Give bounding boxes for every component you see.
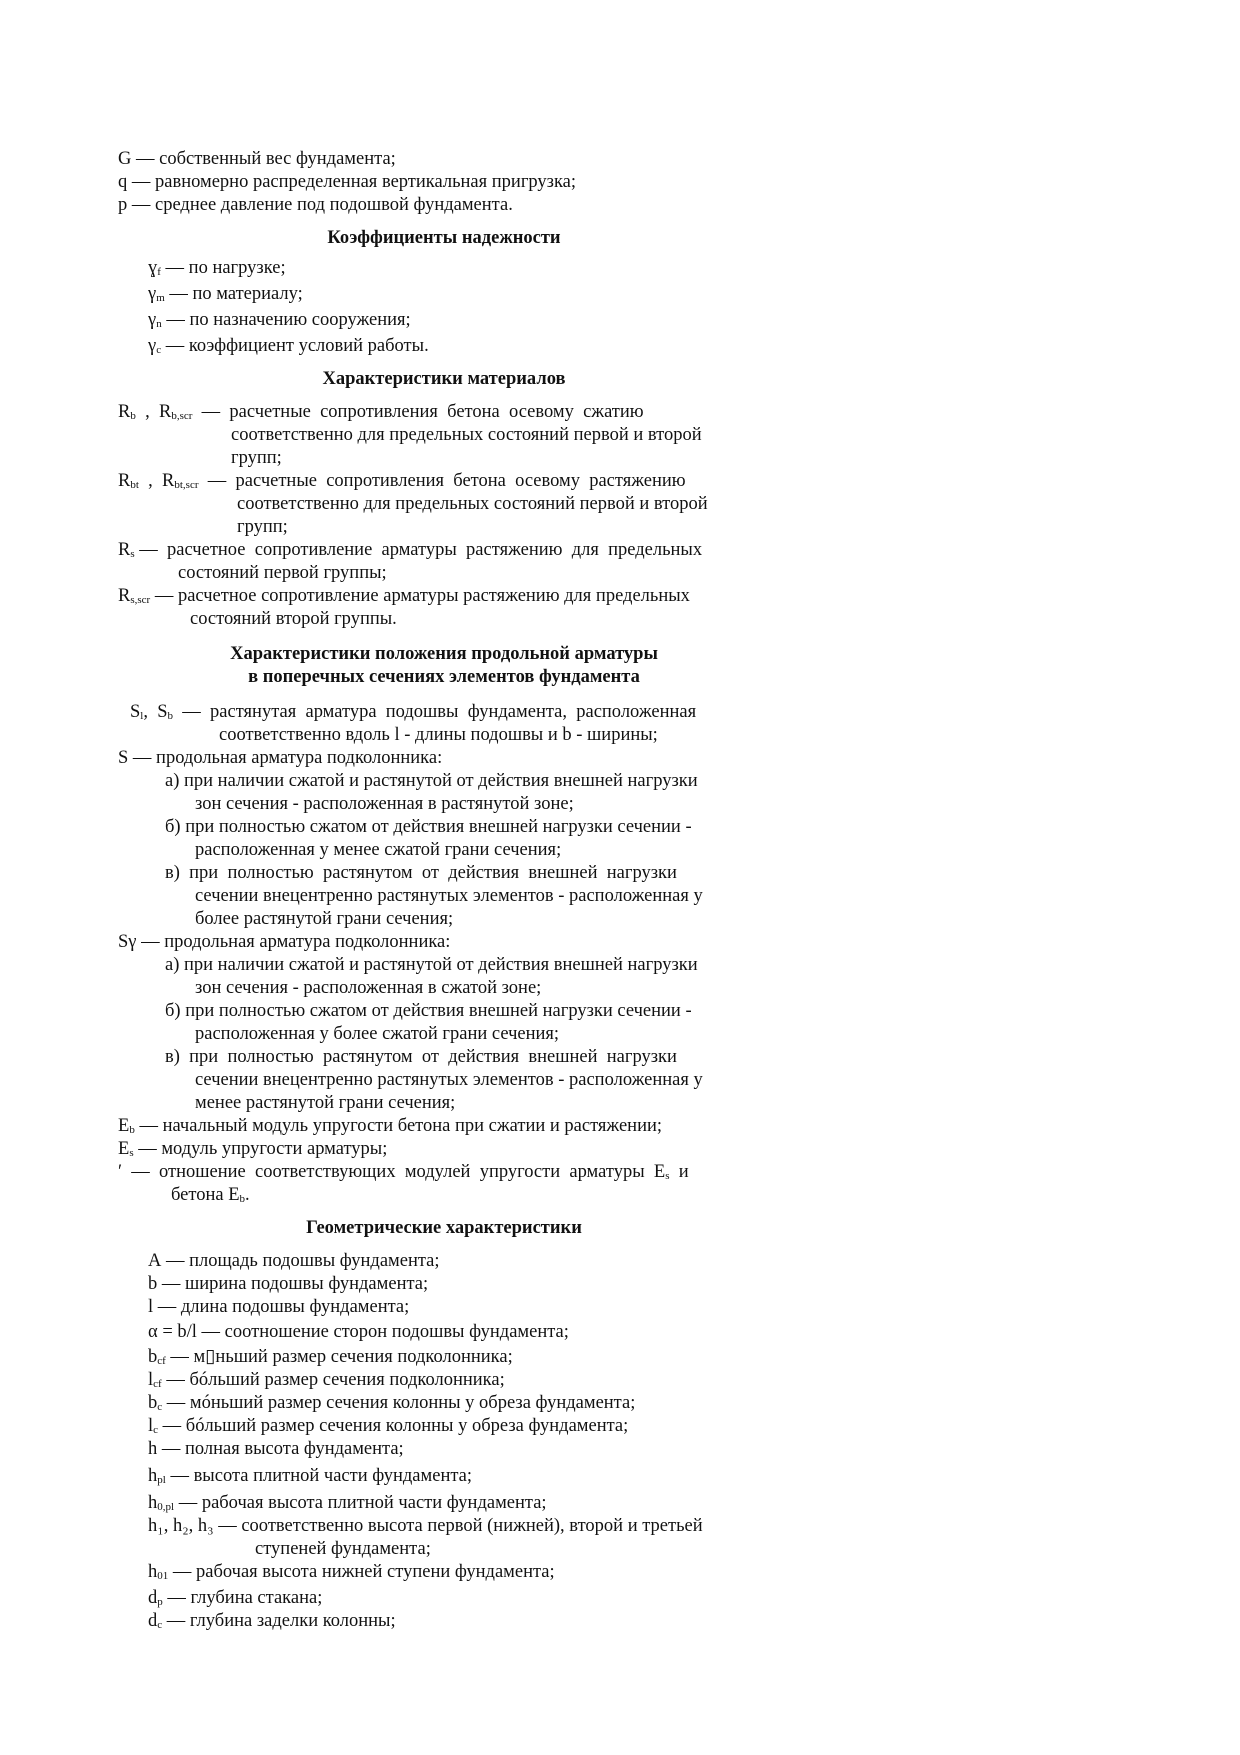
reliability-item: $\gamma_m$ — по материалу; — [148, 284, 303, 304]
list-item: в) при полностью растянутом от действия внешней нагрузки сечении внецентренно растянутых элементов - расположенная у менее растянутой грани сечения; — [165, 1047, 703, 1113]
reliability-item: ɣ$_f$ — по нагрузке; — [148, 258, 286, 278]
geometry-item: α = b/l — соотношение сторон подошвы фундамента; — [148, 1322, 569, 1342]
document-page — [118, 148, 770, 1633]
reinforcement-list — [118, 701, 770, 1207]
geometry-item: $h_{pl}$ — высота плитной части фундамента; — [148, 1466, 473, 1486]
geometry-item: $h_{0,pl}$ — рабочая высота плитной части фундамента; — [148, 1493, 547, 1513]
geometry-item: A — площадь подошвы фундамента; — [148, 1251, 440, 1271]
geometry-item: $l_c$ — бóльший размер сечения колонны у обреза фундамента; — [148, 1416, 629, 1436]
list-item: в) при полностью растянутом от действия внешней нагрузки сечении внецентренно растянутых элементов - расположенная у более растянутой грани сечения; — [165, 863, 703, 929]
definition-ratio: ′ — отношение соответствующих модулей упругости арматуры $E_s$ и бетона $E_b$. — [118, 1162, 689, 1205]
heading-reinforcement-2: в поперечных сечениях элементов фундамента — [248, 667, 640, 687]
definition-es: $E_s$ — модуль упругости арматуры; — [118, 1139, 388, 1159]
reliability-item: $\gamma_n$ — по назначению сооружения; — [148, 310, 411, 330]
s-gamma-sublist — [118, 954, 770, 1115]
list-item: б) при полностью сжатом от действия внешней нагрузки сечении - расположенная у более сжатой грани сечения; — [165, 1001, 692, 1044]
geometry-item: $d_c$ — глубина заделки колонны; — [148, 1611, 396, 1631]
definition-q: q — равномерно распределенная вертикальная пригрузка; — [118, 172, 577, 192]
geometry-item: $d_p$ — глубина стакана; — [148, 1588, 323, 1608]
definition-s-gamma: Sγ — продольная арматура подколонника: — [118, 932, 451, 952]
list-item: а) при наличии сжатой и растянутой от действия внешней нагрузки зон сечения - расположенная в растянутой зоне; — [165, 771, 698, 814]
definition-rs: $R_s$ — расчетное сопротивление арматуры растяжению для предельных состояний первой группы; — [118, 540, 703, 583]
materials-list — [118, 401, 770, 631]
definition-sl-sb: $S_l$, $S_b$ — растянутая арматура подошвы фундамента, расположенная соответственно вдоль l - длины подошвы и b - ширины; — [130, 702, 697, 745]
definition-eb: $E_b$ — начальный модуль упругости бетона при сжатии и растяжении; — [118, 1116, 663, 1136]
geometry-item: $b_{cf}$ — м▯ньший размер сечения подколонника; — [148, 1347, 513, 1367]
geometry-item: $h_{01}$ — рабочая высота нижней ступени фундамента; — [148, 1562, 555, 1582]
definition-g: G — собственный вес фундамента; — [118, 149, 396, 169]
geometry-item: $b_c$ — мóньший размер сечения колонны у обреза фундамента; — [148, 1393, 636, 1413]
geometry-item: b — ширина подошвы фундамента; — [148, 1274, 429, 1294]
geometry-item: l — длина подошвы фундамента; — [148, 1297, 410, 1317]
s-sublist — [118, 770, 770, 931]
definition-rsscr: $R_{s,scr}$ — расчетное сопротивление арматуры растяжению для предельных состояний второй группы. — [118, 586, 690, 629]
geometry-list — [118, 1250, 770, 1633]
list-item: а) при наличии сжатой и растянутой от действия внешней нагрузки зон сечения - расположенная в сжатой зоне; — [165, 955, 698, 998]
geometry-item-h123: h₁, h₂, h₃ — соответственно высота первой (нижней), второй и третьей ступеней фундамента; — [148, 1516, 703, 1559]
heading-geometry: Геометрические характеристики — [306, 1218, 582, 1238]
geometry-item: $l_{cf}$ — бóльший размер сечения подколонника; — [148, 1370, 505, 1390]
heading-reliability: Коэффициенты надежности — [327, 228, 561, 248]
definition-p: p — среднее давление под подошвой фундамента. — [118, 195, 513, 215]
geometry-item: h — полная высота фундамента; — [148, 1439, 404, 1459]
definition-rb: $R_b$ , $R_{b,scr}$ — расчетные сопротивления бетона осевому сжатию соответственно для предельных состояний первой и второй групп; — [118, 402, 702, 468]
heading-materials: Характеристики материалов — [322, 369, 566, 389]
reliability-list — [118, 257, 770, 358]
list-item: б) при полностью сжатом от действия внешней нагрузки сечении - расположенная у менее сжатой грани сечения; — [165, 817, 692, 860]
heading-reinforcement-1: Характеристики положения продольной арматуры — [230, 644, 658, 664]
definition-s: S — продольная арматура подколонника: — [118, 748, 443, 768]
definition-rbt: $R_{bt}$ , $R_{bt,scr}$ — расчетные сопротивления бетона осевому растяжению соответственно для предельных состояний первой и второй групп; — [118, 471, 708, 537]
reliability-item: $\gamma_c$ — коэффициент условий работы. — [148, 336, 429, 356]
